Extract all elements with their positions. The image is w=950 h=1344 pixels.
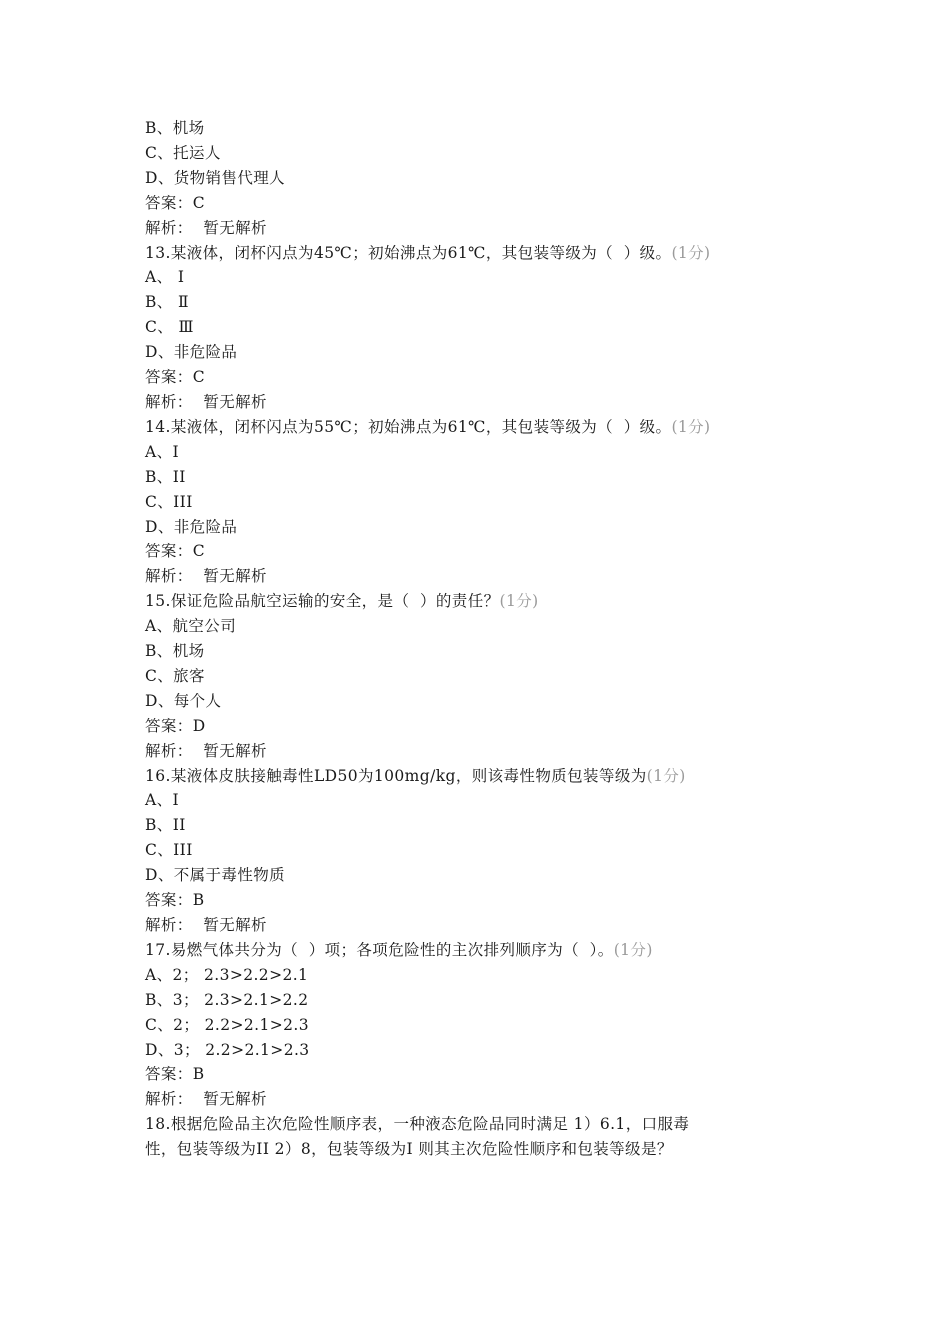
option-q13-a: A、 Ⅰ [145, 268, 185, 287]
option-q15-c: C、旅客 [145, 666, 205, 685]
option-q17-a: A、2； 2.3>2.2>2.1 [145, 965, 309, 984]
option-q16-a: A、I [145, 791, 180, 810]
question-14 [145, 415, 800, 589]
option-q17-d: D、3； 2.2>2.1>2.3 [145, 1040, 310, 1059]
question-17-text: 17.易燃气体共分为（ ）项；各项危险性的主次排列顺序为（ ）。 [145, 940, 614, 959]
analysis-q14: 解析： 暂无解析 [145, 567, 267, 586]
question-15 [145, 589, 800, 763]
question-14-stem [145, 415, 800, 440]
option-q16-b: B、II [145, 816, 186, 835]
option-q16-d: D、不属于毒性物质 [145, 866, 286, 885]
question-16 [145, 764, 800, 938]
option-q13-c: C、 Ⅲ [145, 318, 194, 337]
option-q14-a: A、I [145, 442, 180, 461]
question-14-text: 14.某液体，闭杯闪点为55℃；初始沸点为61℃，其包装等级为（ ）级。 [145, 417, 672, 436]
option-q13-b: B、 Ⅱ [145, 293, 189, 312]
option-q13-d: D、非危险品 [145, 343, 238, 362]
option-q12-d: D、货物销售代理人 [145, 168, 286, 187]
analysis-q12: 解析： 暂无解析 [145, 218, 267, 237]
document-page [145, 116, 800, 1162]
question-18 [145, 1112, 800, 1162]
option-q15-d: D、每个人 [145, 691, 222, 710]
question-17-stem [145, 938, 800, 963]
question-15-stem [145, 589, 800, 614]
option-q14-b: B、II [145, 467, 186, 486]
question-16-score: (1分) [646, 766, 686, 785]
answer-q16: 答案：B [145, 891, 205, 910]
question-14-score: (1分) [671, 417, 711, 436]
question-18-stem-line1: 18.根据危险品主次危险性顺序表，一种液态危险品同时满足 1）6.1，口服毒 [145, 1115, 690, 1134]
question-17 [145, 938, 800, 1112]
option-q15-a: A、航空公司 [145, 617, 237, 636]
answer-q13: 答案：C [145, 368, 205, 387]
option-q14-c: C、III [145, 492, 193, 511]
question-16-text: 16.某液体皮肤接触毒性LD50为100mg/kg，则该毒性物质包装等级为 [145, 766, 647, 785]
option-q12-c: C、托运人 [145, 143, 221, 162]
analysis-q13: 解析： 暂无解析 [145, 392, 267, 411]
question-18-stem-line2: 性，包装等级为II 2）8，包装等级为I 则其主次危险性顺序和包装等级是？ [145, 1140, 673, 1159]
option-q15-b: B、机场 [145, 642, 205, 661]
option-q12-b: B、机场 [145, 119, 205, 137]
question-13-score: (1分) [671, 243, 711, 262]
question-15-score: (1分) [499, 592, 539, 611]
option-q14-d: D、非危险品 [145, 517, 238, 536]
analysis-q15: 解析： 暂无解析 [145, 741, 267, 760]
option-q17-b: B、3； 2.3>2.1>2.2 [145, 990, 309, 1009]
answer-q17: 答案：B [145, 1065, 205, 1084]
analysis-q17: 解析： 暂无解析 [145, 1090, 267, 1109]
question-16-stem [145, 764, 800, 789]
question-15-text: 15.保证危险品航空运输的安全，是（ ）的责任？ [145, 592, 500, 611]
question-17-score: (1分) [613, 940, 653, 959]
question-13-text: 13.某液体，闭杯闪点为45℃；初始沸点为61℃，其包装等级为（ ）级。 [145, 243, 672, 262]
answer-q12: 答案：C [145, 193, 205, 212]
analysis-q16: 解析： 暂无解析 [145, 916, 267, 934]
option-q17-c: C、2； 2.2>2.1>2.3 [145, 1015, 309, 1034]
answer-q14: 答案：C [145, 542, 205, 561]
question-13-stem [145, 241, 800, 266]
question-13 [145, 241, 800, 415]
option-q16-c: C、III [145, 841, 193, 860]
answer-q15: 答案：D [145, 716, 206, 735]
